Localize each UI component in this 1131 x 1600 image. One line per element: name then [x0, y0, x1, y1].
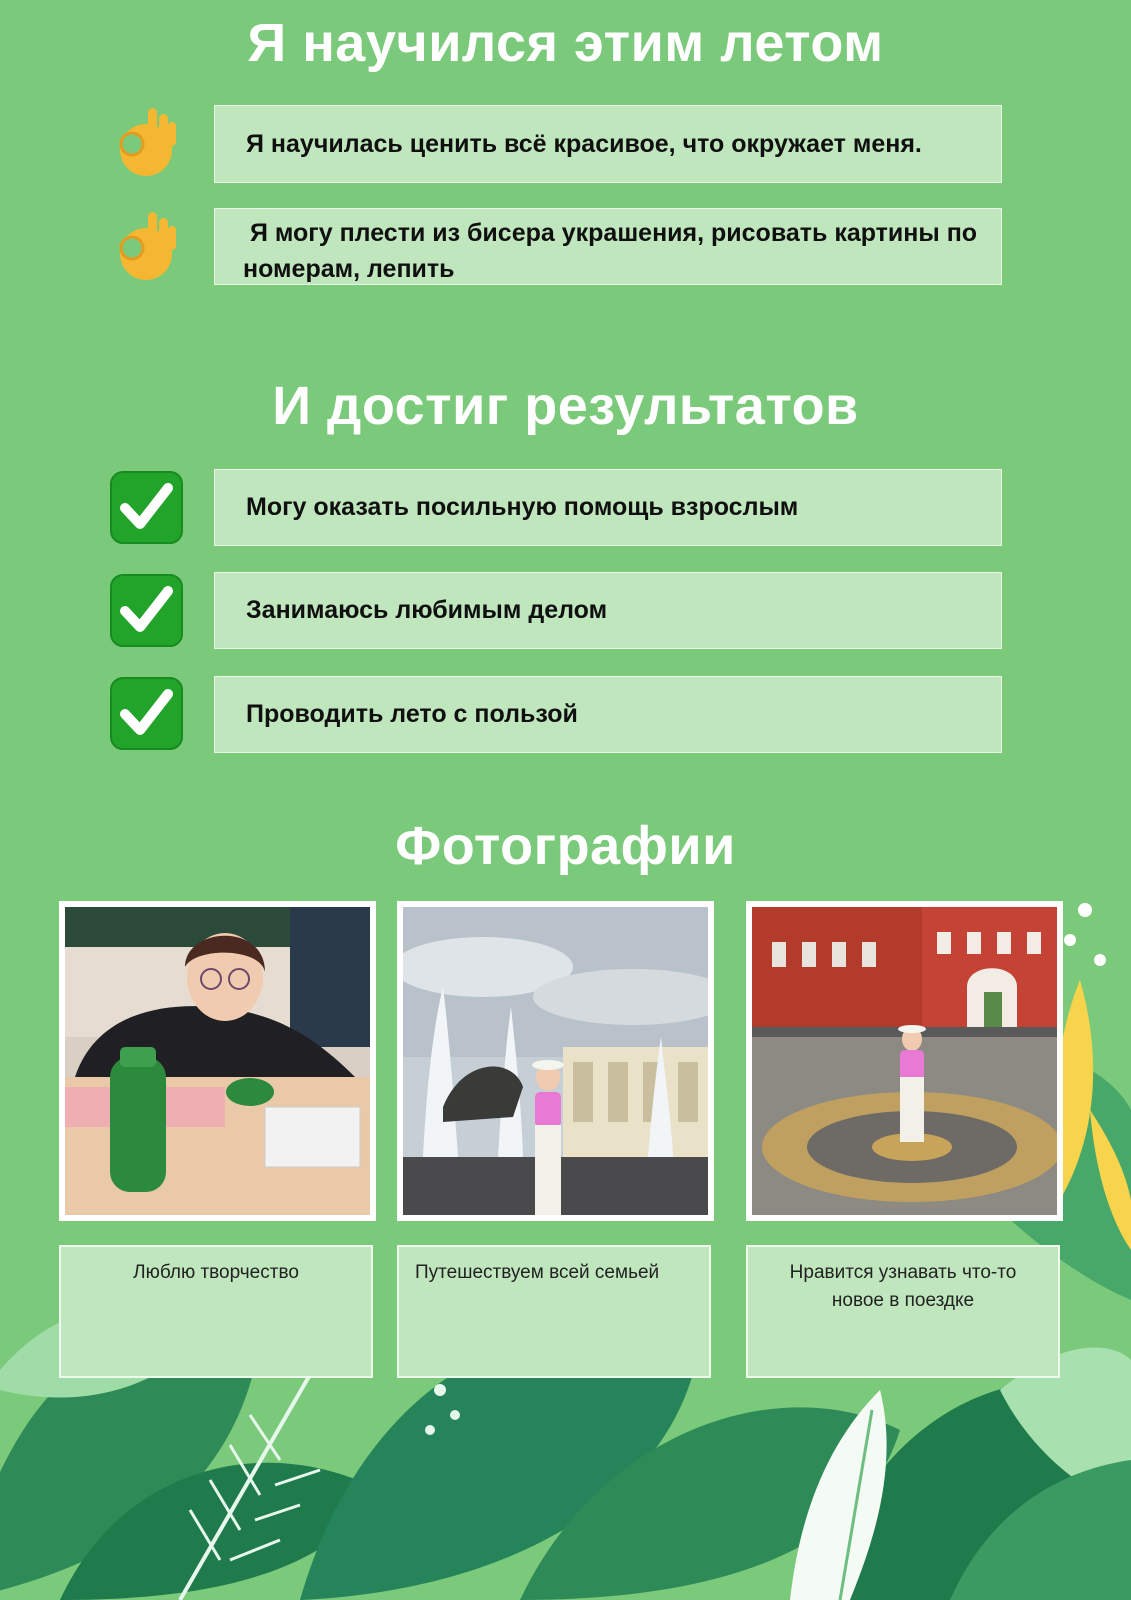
section-title-learned: Я научился этим летом [247, 13, 884, 73]
result-item-3-text: Проводить лето с пользой [246, 700, 578, 728]
photo-fountain [397, 901, 714, 1221]
ok-hand-icon [112, 104, 178, 180]
photo-creativity [59, 901, 376, 1221]
learned-item-2-text: Я могу плести из бисера украшения, рисовать картины по номерам, лепить [243, 219, 985, 283]
result-item-2-text: Занимаюсь любимым делом [246, 596, 608, 624]
photo-girl-on-square [752, 907, 1057, 1215]
check-mark-icon [109, 573, 184, 648]
photo-girl-at-fountain [403, 907, 708, 1215]
learned-item-1 [214, 105, 1002, 183]
caption-creativity: Люблю творчество [59, 1245, 373, 1378]
check-mark-icon [109, 470, 184, 545]
section-title-photos: Фотографии [395, 816, 736, 876]
result-item-1-text: Могу оказать посильную помощь взрослым [246, 493, 799, 521]
learned-item-2 [214, 208, 1002, 285]
ok-hand-icon [112, 208, 178, 284]
photo-girl-painting [65, 907, 370, 1215]
result-item-3 [214, 676, 1002, 753]
result-item-1 [214, 469, 1002, 546]
learned-item-1-text: Я научилась ценить всё красивое, что окружает меня. [246, 129, 922, 158]
result-item-2 [214, 572, 1002, 649]
caption-learning-new: Нравится узнавать что-то новое в поездке [746, 1245, 1060, 1378]
section-title-results: И достиг результатов [272, 376, 859, 436]
check-mark-icon [109, 676, 184, 751]
photo-trip [746, 901, 1063, 1221]
caption-family-travel: Путешествуем всей семьей [397, 1245, 711, 1378]
